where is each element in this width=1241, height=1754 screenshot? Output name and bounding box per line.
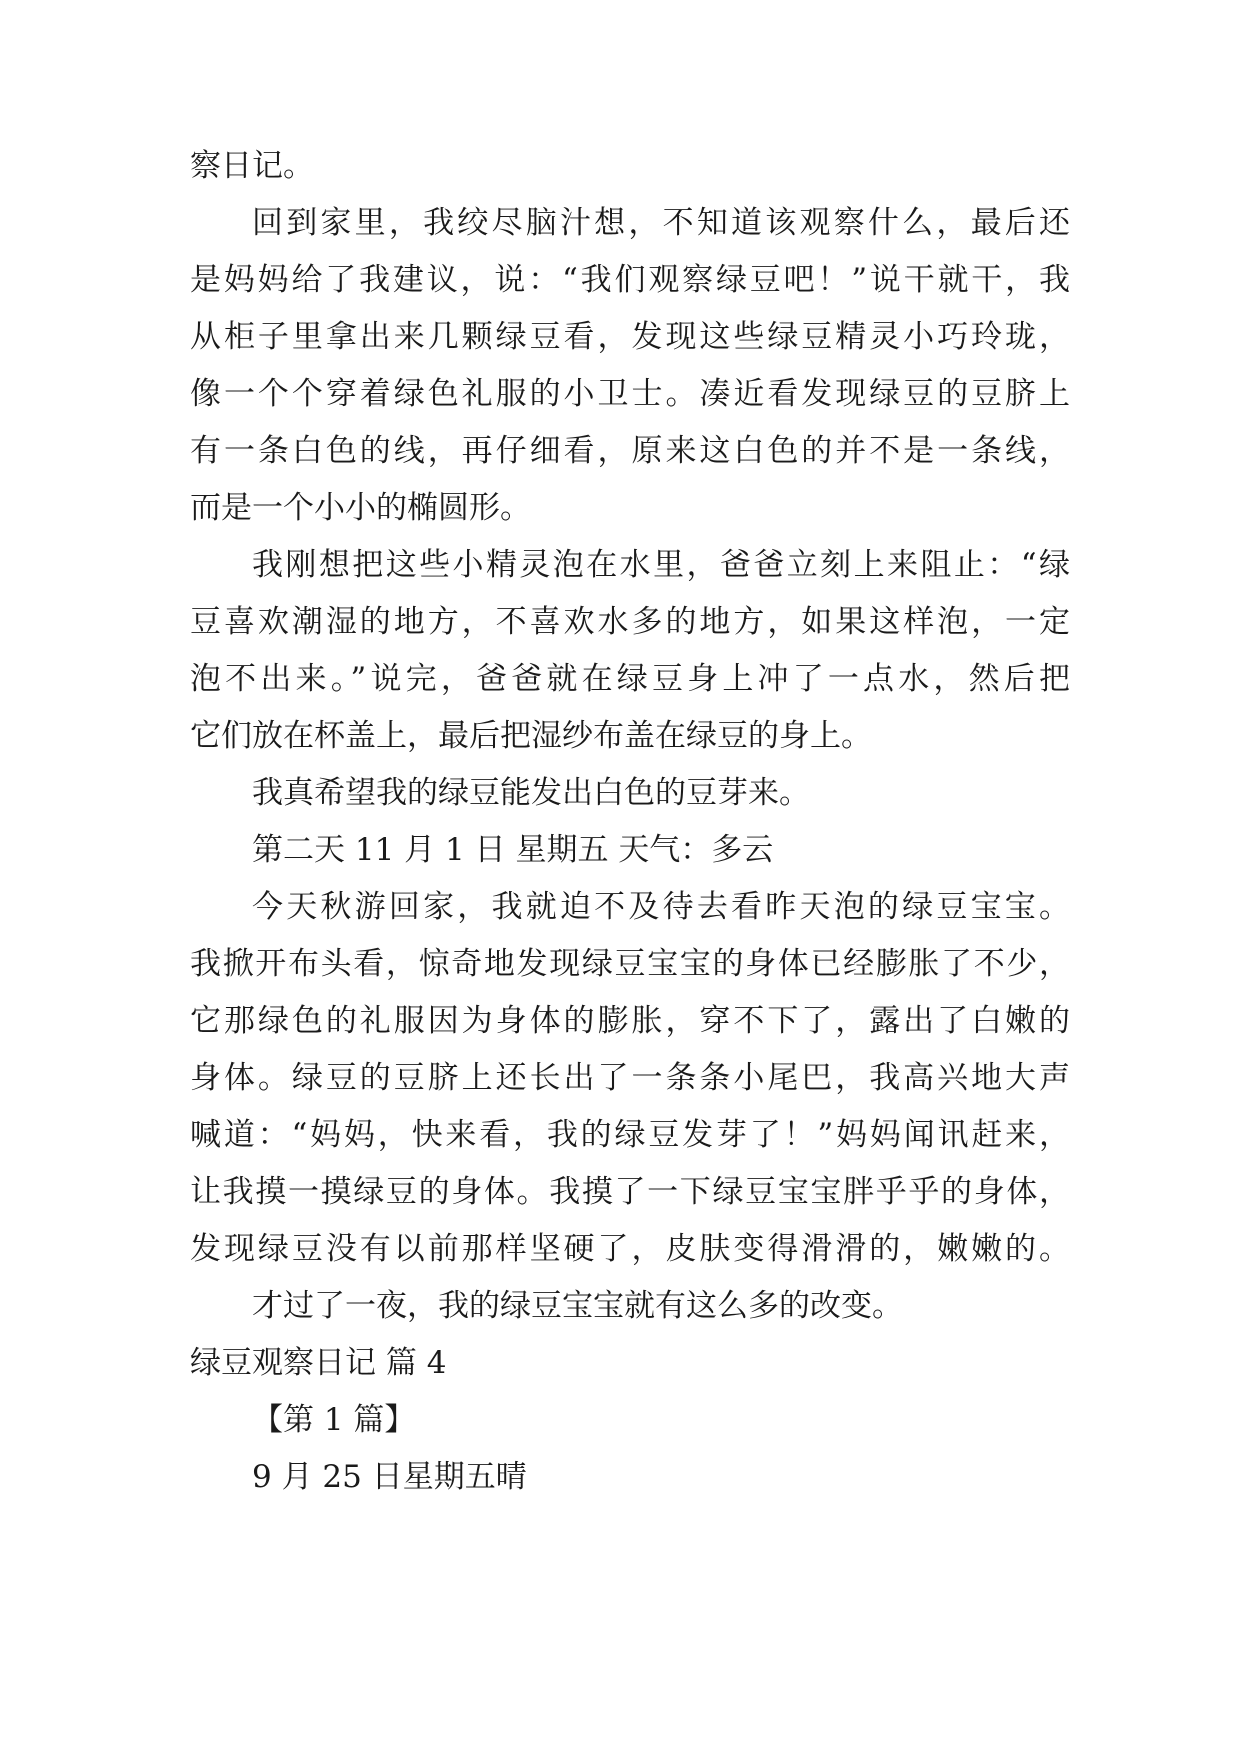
paragraph-line: 身体。绿豆的豆脐上还长出了一条条小尾巴，我高兴地大声 <box>190 1060 1070 1096</box>
paragraph-line: 喊道：“妈妈，快来看，我的绿豆发芽了！”妈妈闻讯赶来， <box>190 1117 1070 1153</box>
paragraph-line: 它们放在杯盖上，最后把湿纱布盖在绿豆的身上。 <box>190 718 872 754</box>
paragraph-line: 有一条白色的线，再仔细看，原来这白色的并不是一条线， <box>190 433 1070 469</box>
section-title: 绿豆观察日记 篇 4 <box>190 1345 447 1381</box>
paragraph-line: 豆喜欢潮湿的地方，不喜欢水多的地方，如果这样泡，一定 <box>190 604 1070 640</box>
paragraph-line: 才过了一夜，我的绿豆宝宝就有这么多的改变。 <box>252 1288 903 1324</box>
paragraph-line: 而是一个小小的椭圆形。 <box>190 490 531 526</box>
paragraph-line: 我掀开布头看，惊奇地发现绿豆宝宝的身体已经膨胀了不少， <box>190 946 1070 982</box>
paragraph-line: 让我摸一摸绿豆的身体。我摸了一下绿豆宝宝胖乎乎的身体， <box>190 1174 1070 1210</box>
paragraph-line: 泡不出来。”说完，爸爸就在绿豆身上冲了一点水，然后把 <box>190 661 1070 697</box>
paragraph-line: 它那绿色的礼服因为身体的膨胀，穿不下了，露出了白嫩的 <box>190 1003 1070 1039</box>
paragraph-line: 今天秋游回家，我就迫不及待去看昨天泡的绿豆宝宝。 <box>252 889 1070 925</box>
paragraph-line: 我真希望我的绿豆能发出白色的豆芽来。 <box>252 775 810 811</box>
date-heading: 9 月 25 日星期五晴 <box>252 1459 527 1495</box>
date-heading: 第二天 11 月 1 日 星期五 天气：多云 <box>252 832 774 868</box>
paragraph-line: 回到家里，我绞尽脑汁想，不知道该观察什么，最后还 <box>252 205 1070 241</box>
paragraph-line: 从柜子里拿出来几颗绿豆看，发现这些绿豆精灵小巧玲珑， <box>190 319 1070 355</box>
paragraph-line: 像一个个穿着绿色礼服的小卫士。凑近看发现绿豆的豆脐上 <box>190 376 1070 412</box>
paragraph-line: 发现绿豆没有以前那样坚硬了，皮肤变得滑滑的，嫩嫩的。 <box>190 1231 1070 1267</box>
chapter-heading: 【第 1 篇】 <box>252 1402 416 1438</box>
paragraph-line: 我刚想把这些小精灵泡在水里，爸爸立刻上来阻止：“绿 <box>252 547 1070 583</box>
paragraph-line: 察日记。 <box>190 148 314 184</box>
paragraph-line: 是妈妈给了我建议，说：“我们观察绿豆吧！”说干就干，我 <box>190 262 1070 298</box>
